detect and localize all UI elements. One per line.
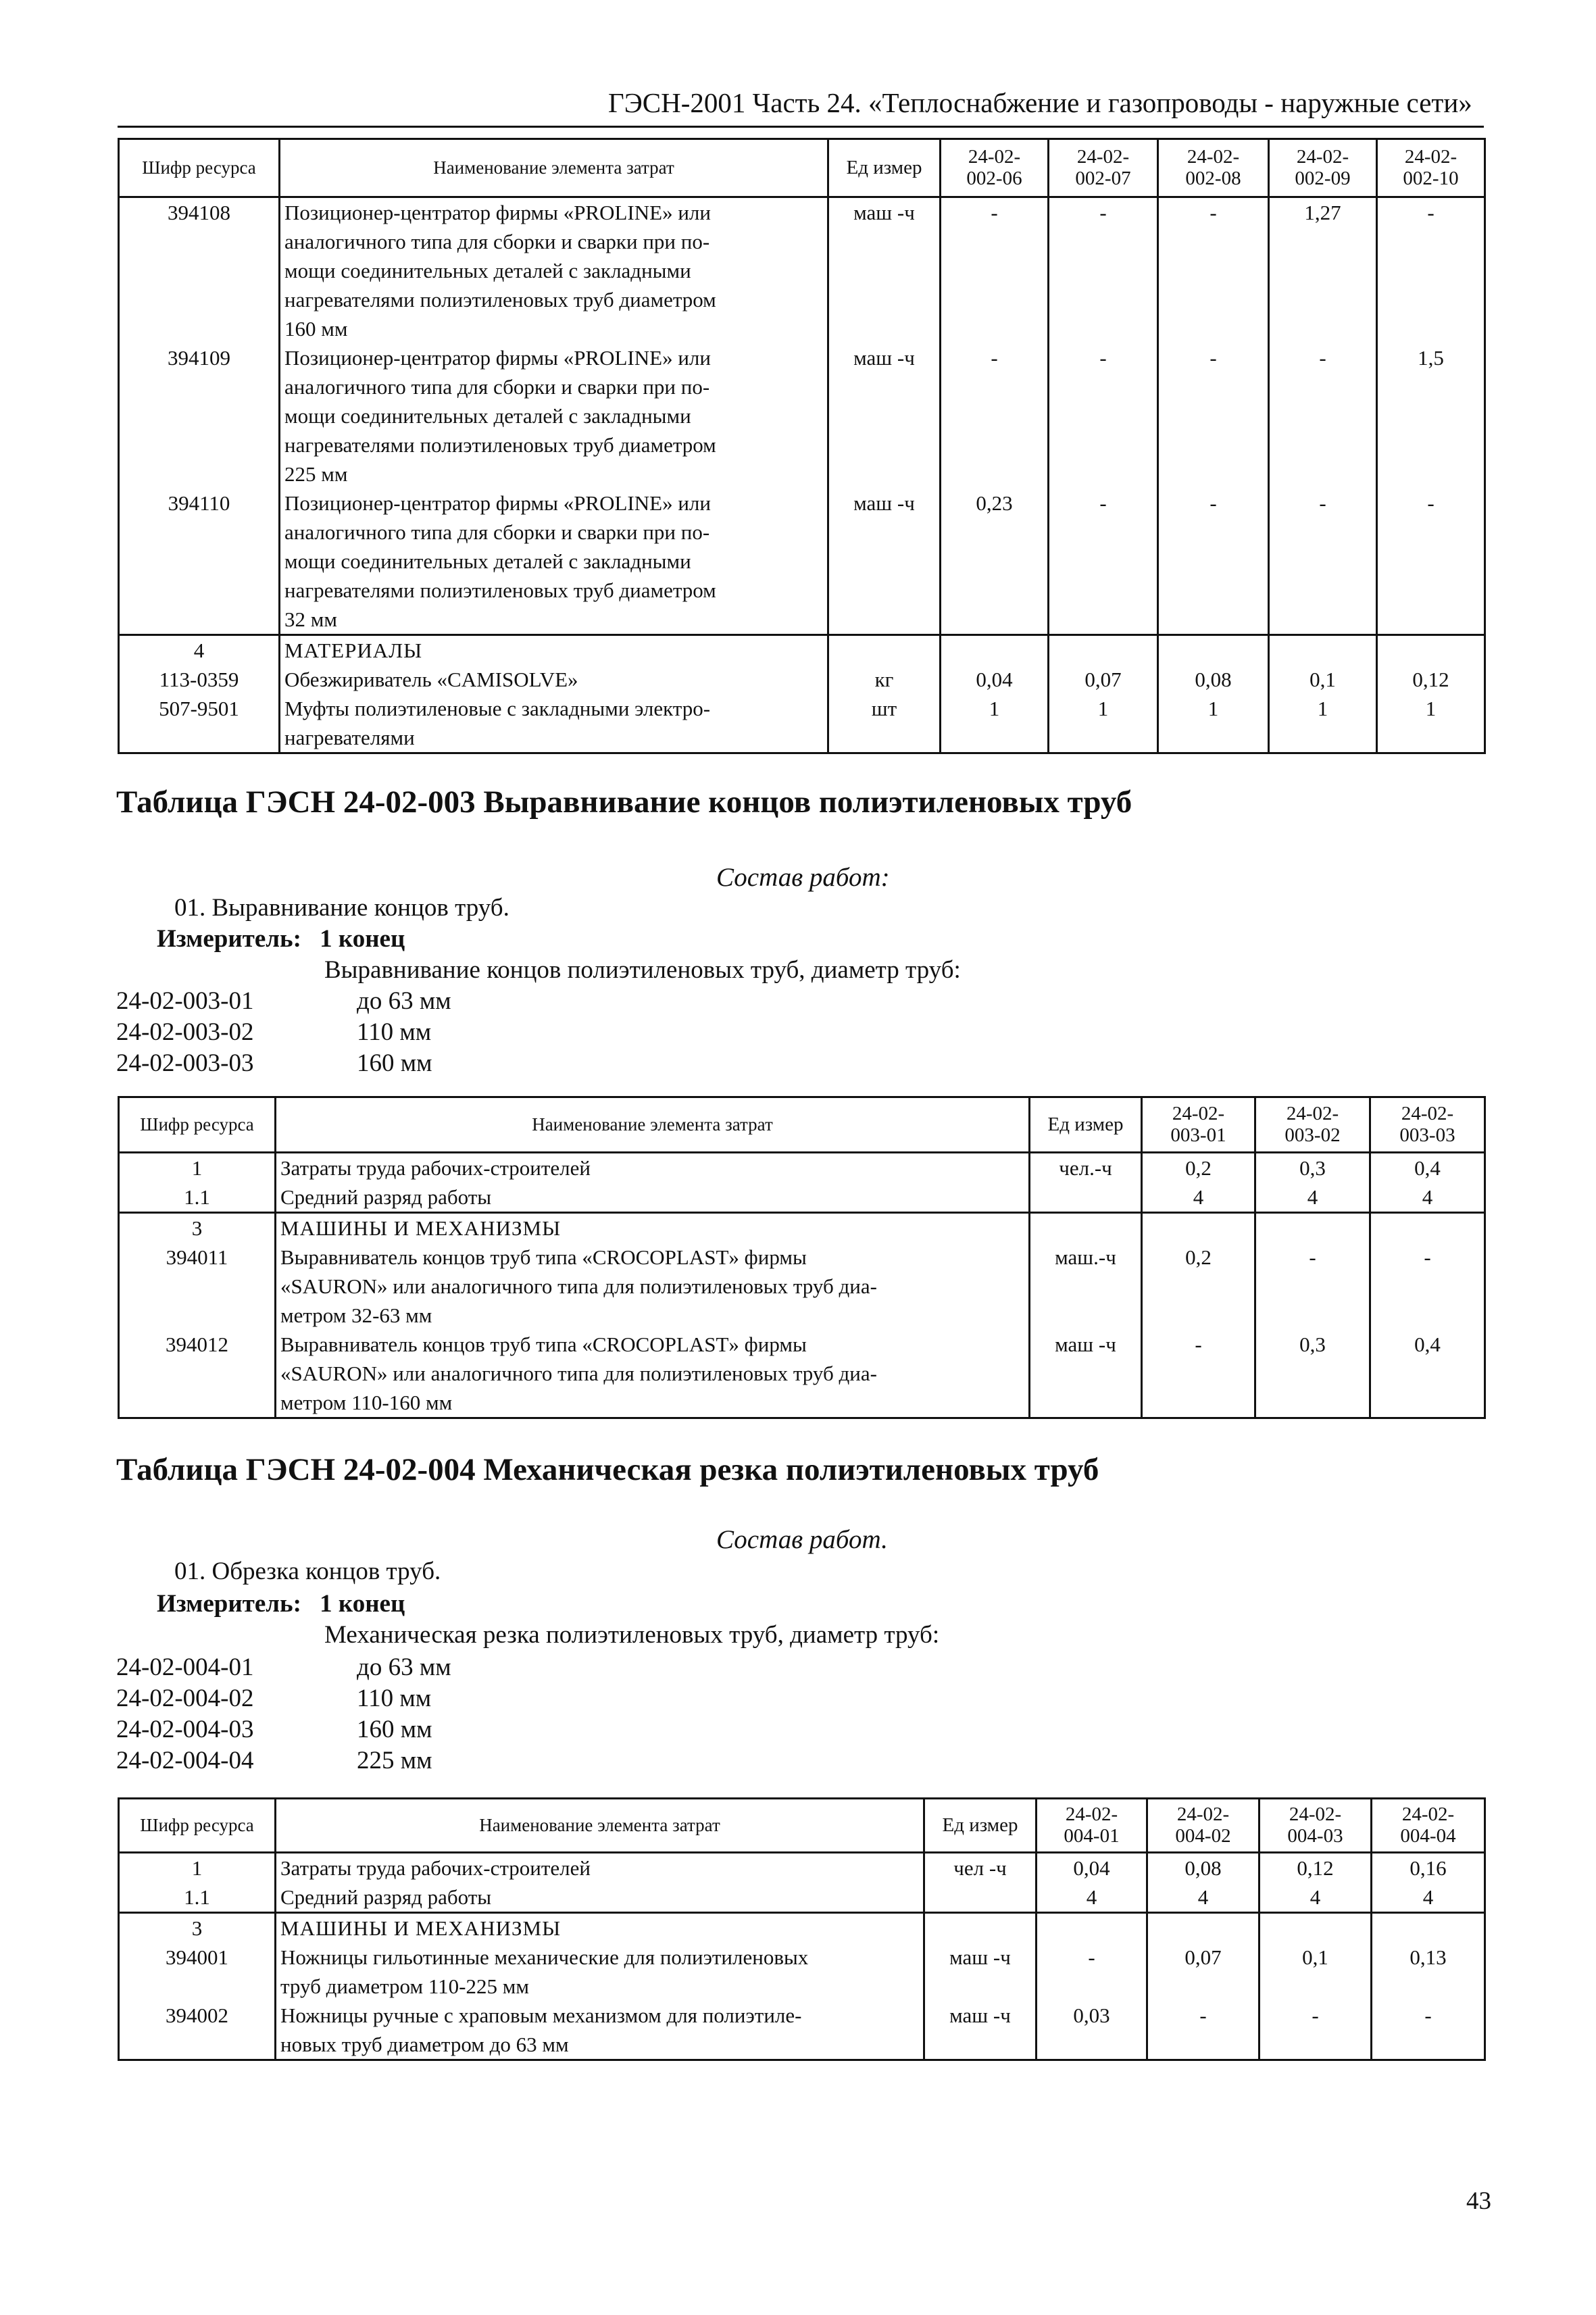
resource-name: Средний разряд работы: [276, 1883, 924, 1913]
norm-value: 160 мм: [357, 1049, 432, 1077]
resource-unit: шт: [828, 694, 941, 753]
col-header-code: Шифр ресурса: [119, 139, 280, 197]
section-title: МАТЕРИАЛЫ: [280, 635, 828, 666]
col-header-name: Наименование элемента затрат: [276, 1097, 1030, 1153]
work-item: 01. Обрезка концов труб.: [174, 1558, 441, 1585]
value-cell: 1: [1269, 694, 1377, 753]
work-item: 01. Выравнивание концов труб.: [174, 894, 509, 922]
value-cell: 0,08: [1147, 1853, 1260, 1883]
resource-unit: чел.-ч: [1030, 1153, 1142, 1183]
value-cell: 0,04: [941, 665, 1049, 694]
value-cell: 4: [1255, 1183, 1370, 1213]
value-cell: -: [1269, 489, 1377, 635]
value-cell: -: [1049, 489, 1158, 635]
col-header-unit: Ед измер: [924, 1799, 1037, 1853]
value-cell: 4: [1147, 1883, 1260, 1913]
value-cell: 4: [1260, 1883, 1372, 1913]
page-number: 43: [1466, 2187, 1491, 2215]
resource-code: 1.1: [119, 1883, 276, 1913]
resource-unit: кг: [828, 665, 941, 694]
resource-name: Затраты труда рабочих-строителей: [276, 1853, 924, 1883]
meter-label: Измеритель:: [157, 1590, 301, 1618]
section-row: [119, 635, 1485, 666]
value-cell: 4: [1370, 1183, 1485, 1213]
value-cell: 0,07: [1049, 665, 1158, 694]
section-title: МАШИНЫ И МЕХАНИЗМЫ: [276, 1913, 924, 1943]
value-cell: -: [1377, 197, 1485, 344]
section-code: 3: [119, 1213, 276, 1243]
value-cell: -: [1372, 2001, 1485, 2060]
resource-name: Ножницы ручные с храповым механизмом для полиэтиле- новых труб диаметром до 63 мм: [276, 2001, 924, 2060]
value-cell: -: [941, 343, 1049, 489]
col-header-norm: 24-02- 002-08: [1158, 139, 1269, 197]
resource-unit: маш.-ч: [1030, 1243, 1142, 1330]
value-cell: 0,1: [1260, 1943, 1372, 2001]
header-rule: [118, 126, 1484, 128]
value-cell: -: [1377, 489, 1485, 635]
col-header-norm: 24-02- 004-02: [1147, 1799, 1260, 1853]
table-row: [119, 1153, 1485, 1183]
resource-table-003: [118, 1096, 1486, 1419]
col-header-name: Наименование элемента затрат: [276, 1799, 924, 1853]
norm-code: 24-02-004-01: [116, 1653, 254, 1681]
value-cell: 0,3: [1255, 1153, 1370, 1183]
value-cell: 0,4: [1370, 1330, 1485, 1418]
table-row: [119, 1853, 1485, 1883]
section-row: [119, 1213, 1485, 1243]
table-row: [119, 1183, 1485, 1213]
value-cell: 4: [1372, 1883, 1485, 1913]
works-label: Состав работ:: [716, 863, 890, 892]
resource-code: 394001: [119, 1943, 276, 2001]
col-header-code: Шифр ресурса: [119, 1799, 276, 1853]
value-cell: -: [1147, 2001, 1260, 2060]
value-cell: 4: [1142, 1183, 1255, 1213]
resource-unit: чел -ч: [924, 1853, 1037, 1883]
value-cell: 0,4: [1370, 1153, 1485, 1183]
value-cell: 0,16: [1372, 1853, 1485, 1883]
resource-table-004: [118, 1797, 1486, 2061]
resource-code: 1: [119, 1153, 276, 1183]
norm-code: 24-02-004-04: [116, 1747, 254, 1774]
resource-unit: [1030, 1183, 1142, 1213]
norm-code: 24-02-003-02: [116, 1018, 254, 1046]
table-row: [119, 197, 1485, 344]
resource-name: Средний разряд работы: [276, 1183, 1030, 1213]
resource-name: Муфты полиэтиленовые с закладными электро- нагревателями: [280, 694, 828, 753]
resource-name: Выравниватель концов труб типа «CROCOPLAST» фирмы «SAURON» или аналогичного типа для полиэтиленовых труб диа- метром 110-160 мм: [276, 1330, 1030, 1418]
value-cell: -: [1037, 1943, 1147, 2001]
norm-value: 110 мм: [357, 1018, 432, 1046]
resource-unit: маш -ч: [828, 343, 941, 489]
meter-value: 1 конец: [320, 1590, 405, 1618]
value-cell: 0,04: [1037, 1853, 1147, 1883]
value-cell: 1: [1049, 694, 1158, 753]
value-cell: 1: [1377, 694, 1485, 753]
value-cell: -: [1158, 343, 1269, 489]
value-cell: 0,12: [1260, 1853, 1372, 1883]
value-cell: -: [1142, 1330, 1255, 1418]
meter-line: [157, 924, 405, 953]
value-cell: 0,1: [1269, 665, 1377, 694]
resource-table-002: [118, 138, 1486, 754]
norm-value: до 63 мм: [357, 1653, 451, 1681]
section-code: 3: [119, 1913, 276, 1943]
resource-name: Позиционер-центратор фирмы «PROLINE» или аналогичного типа для сборки и сварки при по- мощи соединительных деталей с закладными нагревателями полиэтиленовых труб диаметром 32 мм: [280, 489, 828, 635]
meter-label: Измеритель:: [157, 925, 301, 953]
col-header-code: Шифр ресурса: [119, 1097, 276, 1153]
resource-code: 394108: [119, 197, 280, 344]
resource-code: 1.1: [119, 1183, 276, 1213]
norm-description: Механическая резка полиэтиленовых труб, диаметр труб:: [324, 1621, 940, 1649]
col-header-name: Наименование элемента затрат: [280, 139, 828, 197]
table-row: [119, 665, 1485, 694]
value-cell: -: [1158, 197, 1269, 344]
norm-code: 24-02-003-01: [116, 987, 254, 1015]
norm-description: Выравнивание концов полиэтиленовых труб, диаметр труб:: [324, 956, 961, 984]
table-title: Таблица ГЭСН 24-02-003 Выравнивание концов полиэтиленовых труб: [116, 785, 1132, 820]
table-row: [119, 1943, 1485, 2001]
value-cell: -: [941, 197, 1049, 344]
norm-code: 24-02-003-03: [116, 1049, 254, 1077]
section-title: МАШИНЫ И МЕХАНИЗМЫ: [276, 1213, 1030, 1243]
running-header: ГЭСН-2001 Часть 24. «Теплоснабжение и газопроводы - наружные сети»: [608, 87, 1472, 118]
works-label: Состав работ.: [716, 1525, 888, 1554]
resource-unit: маш -ч: [828, 489, 941, 635]
value-cell: -: [1370, 1243, 1485, 1330]
resource-unit: маш -ч: [1030, 1330, 1142, 1418]
value-cell: 0,12: [1377, 665, 1485, 694]
norm-value: до 63 мм: [357, 987, 451, 1015]
value-cell: -: [1158, 489, 1269, 635]
value-cell: -: [1269, 343, 1377, 489]
value-cell: 1,5: [1377, 343, 1485, 489]
value-cell: 0,03: [1037, 2001, 1147, 2060]
resource-unit: [924, 1883, 1037, 1913]
section-code: 4: [119, 635, 280, 666]
resource-code: 394109: [119, 343, 280, 489]
norm-code: 24-02-004-02: [116, 1685, 254, 1712]
resource-code: 1: [119, 1853, 276, 1883]
table-row: [119, 694, 1485, 753]
resource-code: 394110: [119, 489, 280, 635]
col-header-norm: 24-02- 003-03: [1370, 1097, 1485, 1153]
value-cell: 1,27: [1269, 197, 1377, 344]
value-cell: 1: [941, 694, 1049, 753]
col-header-norm: 24-02- 004-01: [1037, 1799, 1147, 1853]
table-row: [119, 1243, 1485, 1330]
table-row: [119, 2001, 1485, 2060]
resource-unit: маш -ч: [828, 197, 941, 344]
resource-name: Ножницы гильотинные механические для полиэтиленовых труб диаметром 110-225 мм: [276, 1943, 924, 2001]
col-header-norm: 24-02- 003-02: [1255, 1097, 1370, 1153]
value-cell: 0,23: [941, 489, 1049, 635]
resource-code: 394012: [119, 1330, 276, 1418]
table-row: [119, 489, 1485, 635]
norm-value: 225 мм: [357, 1747, 432, 1774]
resource-name: Позиционер-центратор фирмы «PROLINE» или аналогичного типа для сборки и сварки при по- мощи соединительных деталей с закладными нагревателями полиэтиленовых труб диаметром 225 мм: [280, 343, 828, 489]
table-title: Таблица ГЭСН 24-02-004 Механическая резка полиэтиленовых труб: [116, 1452, 1099, 1487]
value-cell: 0,2: [1142, 1243, 1255, 1330]
value-cell: 4: [1037, 1883, 1147, 1913]
value-cell: 0,13: [1372, 1943, 1485, 2001]
value-cell: 1: [1158, 694, 1269, 753]
col-header-norm: 24-02- 004-04: [1372, 1799, 1485, 1853]
col-header-norm: 24-02- 002-07: [1049, 139, 1158, 197]
value-cell: -: [1260, 2001, 1372, 2060]
norm-code: 24-02-004-03: [116, 1716, 254, 1743]
resource-name: Обезжириватель «CAMISOLVE»: [280, 665, 828, 694]
col-header-norm: 24-02- 003-01: [1142, 1097, 1255, 1153]
norm-value: 110 мм: [357, 1685, 432, 1712]
resource-name: Выравниватель концов труб типа «CROCOPLAST» фирмы «SAURON» или аналогичного типа для полиэтиленовых труб диа- метром 32-63 мм: [276, 1243, 1030, 1330]
value-cell: 0,08: [1158, 665, 1269, 694]
meter-value: 1 конец: [320, 925, 405, 953]
col-header-norm: 24-02- 004-03: [1260, 1799, 1372, 1853]
resource-name: Позиционер-центратор фирмы «PROLINE» или аналогичного типа для сборки и сварки при по- мощи соединительных деталей с закладными нагревателями полиэтиленовых труб диаметром 160 мм: [280, 197, 828, 344]
table-row: [119, 1330, 1485, 1418]
col-header-unit: Ед измер: [828, 139, 941, 197]
norm-value: 160 мм: [357, 1716, 432, 1743]
table-row: [119, 343, 1485, 489]
value-cell: 0,07: [1147, 1943, 1260, 2001]
value-cell: 0,3: [1255, 1330, 1370, 1418]
value-cell: -: [1049, 343, 1158, 489]
value-cell: 0,2: [1142, 1153, 1255, 1183]
col-header-norm: 24-02- 002-10: [1377, 139, 1485, 197]
table-row: [119, 1883, 1485, 1913]
meter-line: [157, 1589, 405, 1618]
resource-unit: маш -ч: [924, 1943, 1037, 2001]
col-header-norm: 24-02- 002-09: [1269, 139, 1377, 197]
resource-code: 394011: [119, 1243, 276, 1330]
resource-code: 507-9501: [119, 694, 280, 753]
col-header-norm: 24-02- 002-06: [941, 139, 1049, 197]
value-cell: -: [1255, 1243, 1370, 1330]
col-header-unit: Ед измер: [1030, 1097, 1142, 1153]
resource-code: 394002: [119, 2001, 276, 2060]
resource-code: 113-0359: [119, 665, 280, 694]
resource-unit: маш -ч: [924, 2001, 1037, 2060]
value-cell: -: [1049, 197, 1158, 344]
resource-name: Затраты труда рабочих-строителей: [276, 1153, 1030, 1183]
section-row: [119, 1913, 1485, 1943]
